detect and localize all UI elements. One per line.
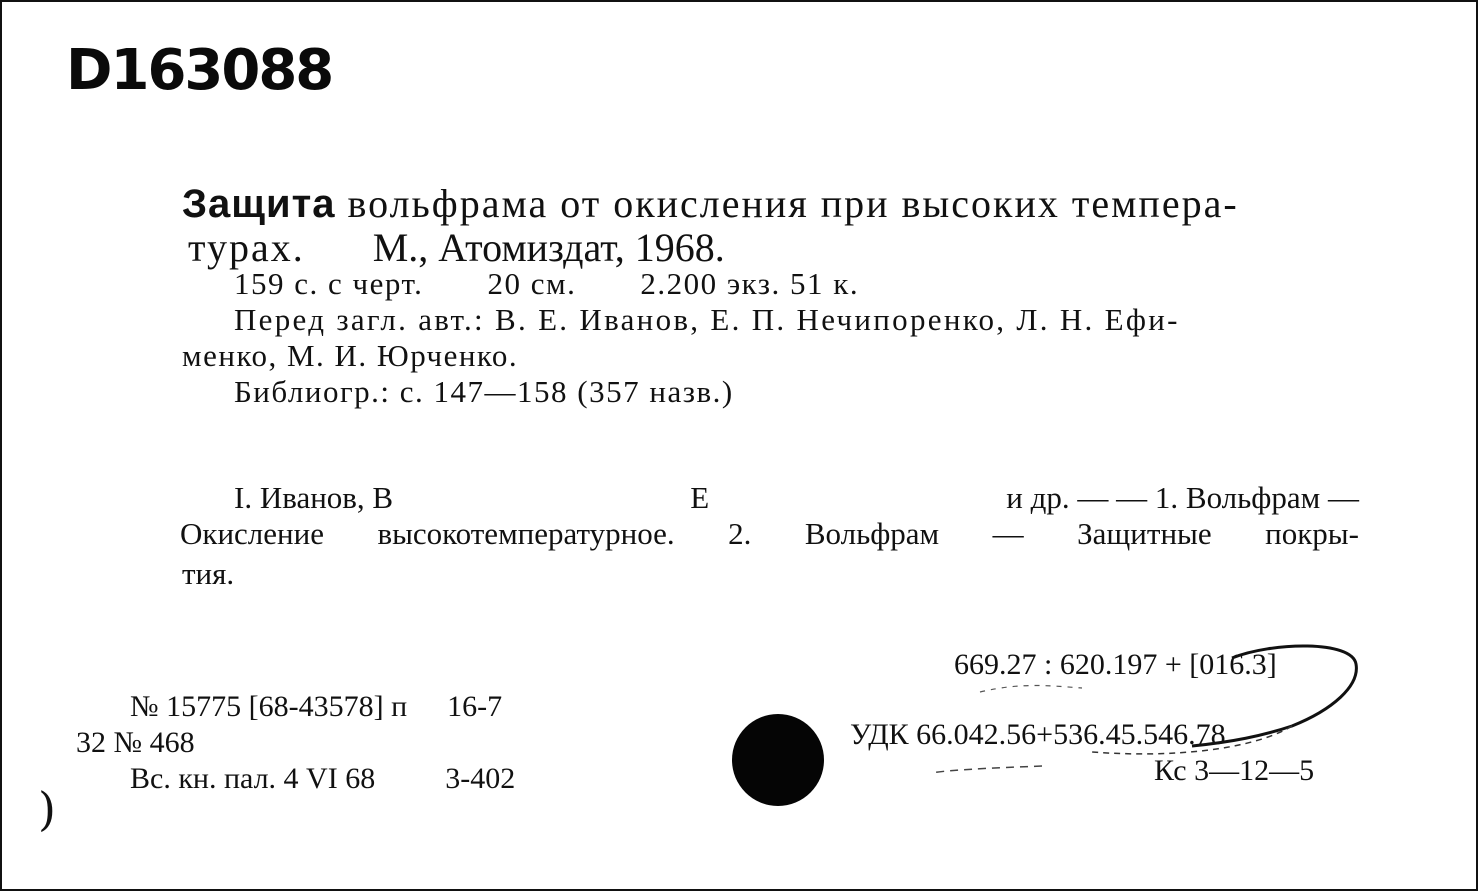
print-run-price: 2.200 экз. 51 к. bbox=[640, 266, 860, 301]
registry-number: № 15775 [68-43578] п bbox=[130, 690, 408, 723]
tracing-word: Окисление bbox=[180, 516, 324, 551]
tracing-word: — bbox=[992, 516, 1024, 551]
size: 20 см. bbox=[487, 266, 577, 301]
title-bold-word: Защита bbox=[182, 182, 336, 226]
bibliography-note: Библиогр.: с. 147—158 (357 назв.) bbox=[234, 374, 734, 409]
tracings-line-1 bbox=[234, 480, 1359, 516]
udk-code: УДК 66.042.56+536.45.546.78 bbox=[850, 718, 1226, 751]
pages: 159 с. с черт. bbox=[234, 266, 424, 301]
publication-info: М., Атомиздат, 1968. bbox=[372, 225, 725, 270]
registry-line-2 bbox=[76, 726, 195, 760]
tracings-line-2 bbox=[180, 516, 1359, 552]
physical-description bbox=[234, 266, 859, 302]
authors-line-2: менко, М. И. Юрченко. bbox=[182, 338, 519, 373]
inventory-number: D163088 bbox=[66, 38, 333, 103]
punch-hole bbox=[732, 714, 824, 806]
title-line-1 bbox=[182, 180, 1239, 227]
tracing-word: 2. bbox=[728, 516, 752, 551]
registry-line-3 bbox=[130, 762, 515, 796]
bbk-code: 669.27 : 620.197 + [016.3] bbox=[954, 648, 1277, 681]
order-number: 3-402 bbox=[445, 762, 516, 795]
authors-line-1: Перед загл. авт.: В. Е. Иванов, Е. П. Нечипоренко, Л. Н. Ефи- bbox=[234, 302, 1180, 337]
tracing-word: Защитные bbox=[1077, 516, 1212, 551]
registry-line-1 bbox=[130, 690, 502, 724]
registry-order: № 468 bbox=[113, 726, 195, 759]
registry-count: 32 bbox=[76, 726, 106, 759]
tracing-author: I. Иванов, В bbox=[234, 480, 394, 515]
book-chamber-date: Вс. кн. пал. 4 VI 68 bbox=[130, 762, 376, 795]
tracing-word: Вольфрам bbox=[804, 516, 940, 551]
registry-code: 16-7 bbox=[447, 690, 503, 723]
tracing-subject-1: и др. — — 1. Вольфрам — bbox=[1006, 480, 1359, 515]
margin-mark: ) bbox=[38, 782, 56, 836]
tracings-line-3: тия. bbox=[182, 556, 235, 591]
author-sign: Кс 3—12—5 bbox=[1154, 754, 1315, 787]
tracing-initial: Е bbox=[690, 480, 710, 515]
title-continuation: турах. bbox=[188, 225, 305, 270]
tracing-word: высокотемпературное. bbox=[377, 516, 675, 551]
title-line-2 bbox=[188, 224, 725, 271]
title-rest: вольфрама от окисления при высоких темпера- bbox=[347, 181, 1239, 226]
tracing-word: покры- bbox=[1265, 516, 1359, 551]
